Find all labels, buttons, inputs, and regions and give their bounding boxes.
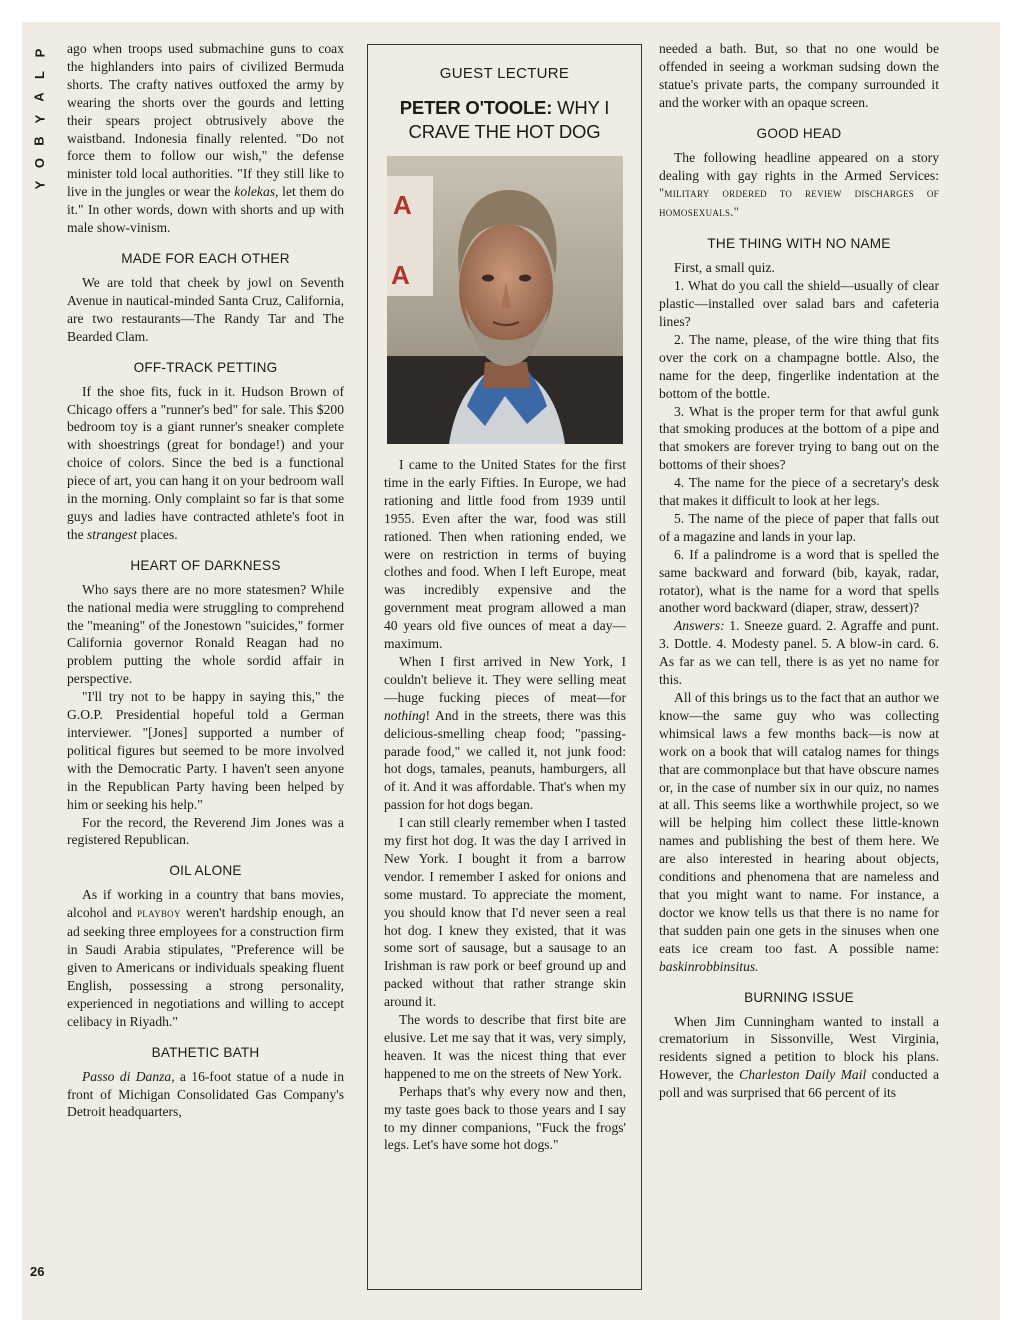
rail-letter: P [31, 48, 47, 58]
page-number: 26 [30, 1264, 45, 1279]
lecture-body [384, 456, 626, 1154]
section-heading: THE THING WITH NO NAME [707, 236, 891, 252]
section-heading: GOOD HEAD [756, 125, 842, 141]
paragraph: The words to describe that first bite are elusive. Let me say that it was, very simply, heaven. It was the nicest thing that ever happened to me on the streets of New York. [384, 1012, 626, 1081]
quiz-question: 2. The name, please, of the wire thing that fits over the cork on a champagne bottle. Also, the name for the deep, fingerlike indentation at the bottom of the bottle. [659, 331, 939, 401]
section-heading: BURNING ISSUE [744, 989, 854, 1005]
rail-letter: L [31, 71, 47, 79]
paragraph: First, a small quiz. [674, 260, 775, 276]
paragraph: All of this brings us to the fact that an author we know—the same guy who was collecting whimsical laws a few months back—is now at work on a book that will catalog names for things that are commonplace but that have obscure names or, in the case of number six in our quiz, no names at all. This seems like a worthwhile project, so we will be helping him collect these little-known names and publishing the best of them here. We are also interested in hearing about objects, conditions and phenomena that are nameless and that you might want to name. For instance, a doctor we know tells us that there is no name for that sudden pain one gets in the sinuses when one eats ice cream too fast. A possible name: baskinrobbinsitus. [659, 690, 939, 974]
quiz-question: 1. What do you call the shield—usually of clear plastic—installed over salad bars and cafeteria lines? [659, 278, 939, 329]
paragraph: I came to the United States for the first time in the early Fifties. In Europe, we had rationing and little food from 1939 until 1955. Even after the war, food was still rationed. Then when rationing ended, we were on restriction in terms of buying clothes and food. When I left Europe, meat was incredibly expensive and the government meat program allowed a man 40 years old five ounces of meat a day—maximum. [384, 457, 626, 652]
quiz-question: 6. If a palindrome is a word that is spelled the same backward and forward (bib, kayak, radar, rotator), what is the name for a word that spells another word backward (diaper, straw, dessert)? [659, 546, 939, 616]
rail-letter: Y [31, 114, 47, 124]
quiz-question: 5. The name of the piece of paper that falls out of a magazine and lands in your lap. [659, 510, 939, 544]
paragraph: Who says there are no more statesmen? While the national media were struggling to comprehend the "meaning" of the Jonestown "suicides," former California governor Ronald Reagan had no problem putting the whole sordid affair in perspective. [67, 581, 344, 687]
magazine-page [22, 22, 1000, 1320]
right-column [659, 40, 939, 1102]
paragraph: I can still clearly remember when I tasted my first hot dog. It was the day I arrived in New York. I bought it from a barrow vendor. I remember I asked for onions and some mustard. To appreciate the moment, you should know that I'd never seen a real hot dog. I knew they existed, that it was some sort of sausage, but a sausage to an Irishman is raw pork or beef ground up and packed without that rather strange skin around it. [384, 815, 626, 1010]
paragraph: If the shoe fits, fuck in it. Hudson Brown of Chicago offers a "runner's bed" for sale. This $200 bedroom toy is a giant runner's sneaker complete with shoestrings (great for bondage!) and your choice of colors. Since the bed is a functional piece of art, you can hang it on your bedroom wall in the morning. Only complaint so far is that some guys and ladies have contracted athlete's foot in the strangest places. [67, 383, 344, 542]
section-heading: OIL ALONE [169, 863, 242, 879]
paragraph: ago when troops used submachine guns to coax the highlanders into pairs of civilized Bermuda shorts. The crafty natives outfoxed the army by wearing the shorts over the gourds and letting their spears project obtrusively above the waistband. Indonesia finally relented. "Do not force them to follow our wish," the defense minister told local authorities. "If they still like to live in the jungles or wear the kolekas, let them do it." In other words, down with shorts and up with male show-vinism. [67, 41, 344, 236]
box-kicker: GUEST LECTURE [439, 65, 570, 82]
section-heading: MADE FOR EACH OTHER [121, 250, 290, 266]
section-heading: HEART OF DARKNESS [130, 557, 281, 573]
paragraph: needed a bath. But, so that no one would be offended in seeing a workman sudsing down the statue's private parts, the company surrounded it and the worker with an opaque screen. [659, 41, 939, 110]
rail-letter: O [32, 157, 47, 169]
guest-lecture-box [367, 44, 642, 1290]
paragraph: Passo di Danza, a 16-foot statue of a nude in front of Michigan Consolidated Gas Company's Detroit headquarters, [67, 1068, 345, 1120]
section-heading: BATHETIC BATH [151, 1044, 260, 1060]
paragraph: "I'll try not to be happy in saying this," the G.O.P. Presidential hopeful told a German interviewer. "[Jones] supported a number of political figures but seemed to be more involved with the Democratic Party. I haven't seen anyone in the Republican Party having been helped by him or seeking his help." [67, 689, 344, 812]
quiz-answers: Answers: 1. Sneeze guard. 2. Agraffe and punt. 3. Dottle. 4. Modesty panel. 5. A blow-in card. 6. As far as we can tell, there is as yet no name for this. [659, 618, 939, 688]
svg-text:A: A [390, 260, 410, 290]
paragraph: When Jim Cunningham wanted to install a crematorium in Sissonville, West Virginia, residents signed a petition to block his plans. However, the Charleston Daily Mail conducted a poll and was surprised that 66 percent of its [659, 1013, 939, 1101]
quiz-question: 3. What is the proper term for that awful gunk that smoking produces at the bottom of a pipe and that smokers are forever trying to bang out on the bottoms of their shoes? [659, 403, 939, 473]
rail-letter: B [31, 136, 47, 146]
box-title: PETER O'TOOLE: WHY I CRAVE THE HOT DOG [399, 97, 610, 142]
section-heading: OFF-TRACK PETTING [133, 359, 278, 375]
rail-letter: A [31, 92, 47, 102]
svg-text:A: A [392, 190, 412, 220]
rail-letter: Y [31, 180, 47, 190]
paragraph: For the record, the Reverend Jim Jones was a registered Republican. [67, 814, 344, 848]
paragraph: When I first arrived in New York, I couldn't believe it. They were selling meat—huge fucking pieces of meat—for nothing! And in the streets, there was this delicious-smelling cheap food; "passing-parade food," we called it, not junk food: hot dogs, tamales, peanuts, hamburgers, all of it. And it was affordable. That's when my passion for hot dogs began. [384, 653, 626, 813]
magazine-name-rail [28, 42, 52, 196]
portrait-photo [387, 156, 623, 444]
paragraph: Perhaps that's why every now and then, my taste goes back to those years and I say to my dinner companions, "Fuck the frogs' legs. Let's have some hot dogs." [384, 1083, 626, 1153]
paragraph: As if working in a country that bans movies, alcohol and playboy weren't hardship enough, an ad seeking three employees for a construction firm in Saudi Arabia stipulates, "Preference will be given to Americans or individuals speaking fluent English, possessing a strong personality, experienced in negotiations and willing to accept celibacy in Riyadh." [67, 887, 344, 1029]
quiz-question: 4. The name for the piece of a secretary's desk that makes it difficult to look at her legs. [659, 475, 939, 509]
paragraph: The following headline appeared on a story dealing with gay rights in the Armed Services: "military ordered to review discharges of homosexuals." [659, 149, 939, 220]
paragraph: We are told that cheek by jowl on Seventh Avenue in nautical-minded Santa Cruz, California, are two restaurants—The Randy Tar and The Bearded Clam. [67, 274, 344, 344]
left-column [67, 40, 344, 1121]
